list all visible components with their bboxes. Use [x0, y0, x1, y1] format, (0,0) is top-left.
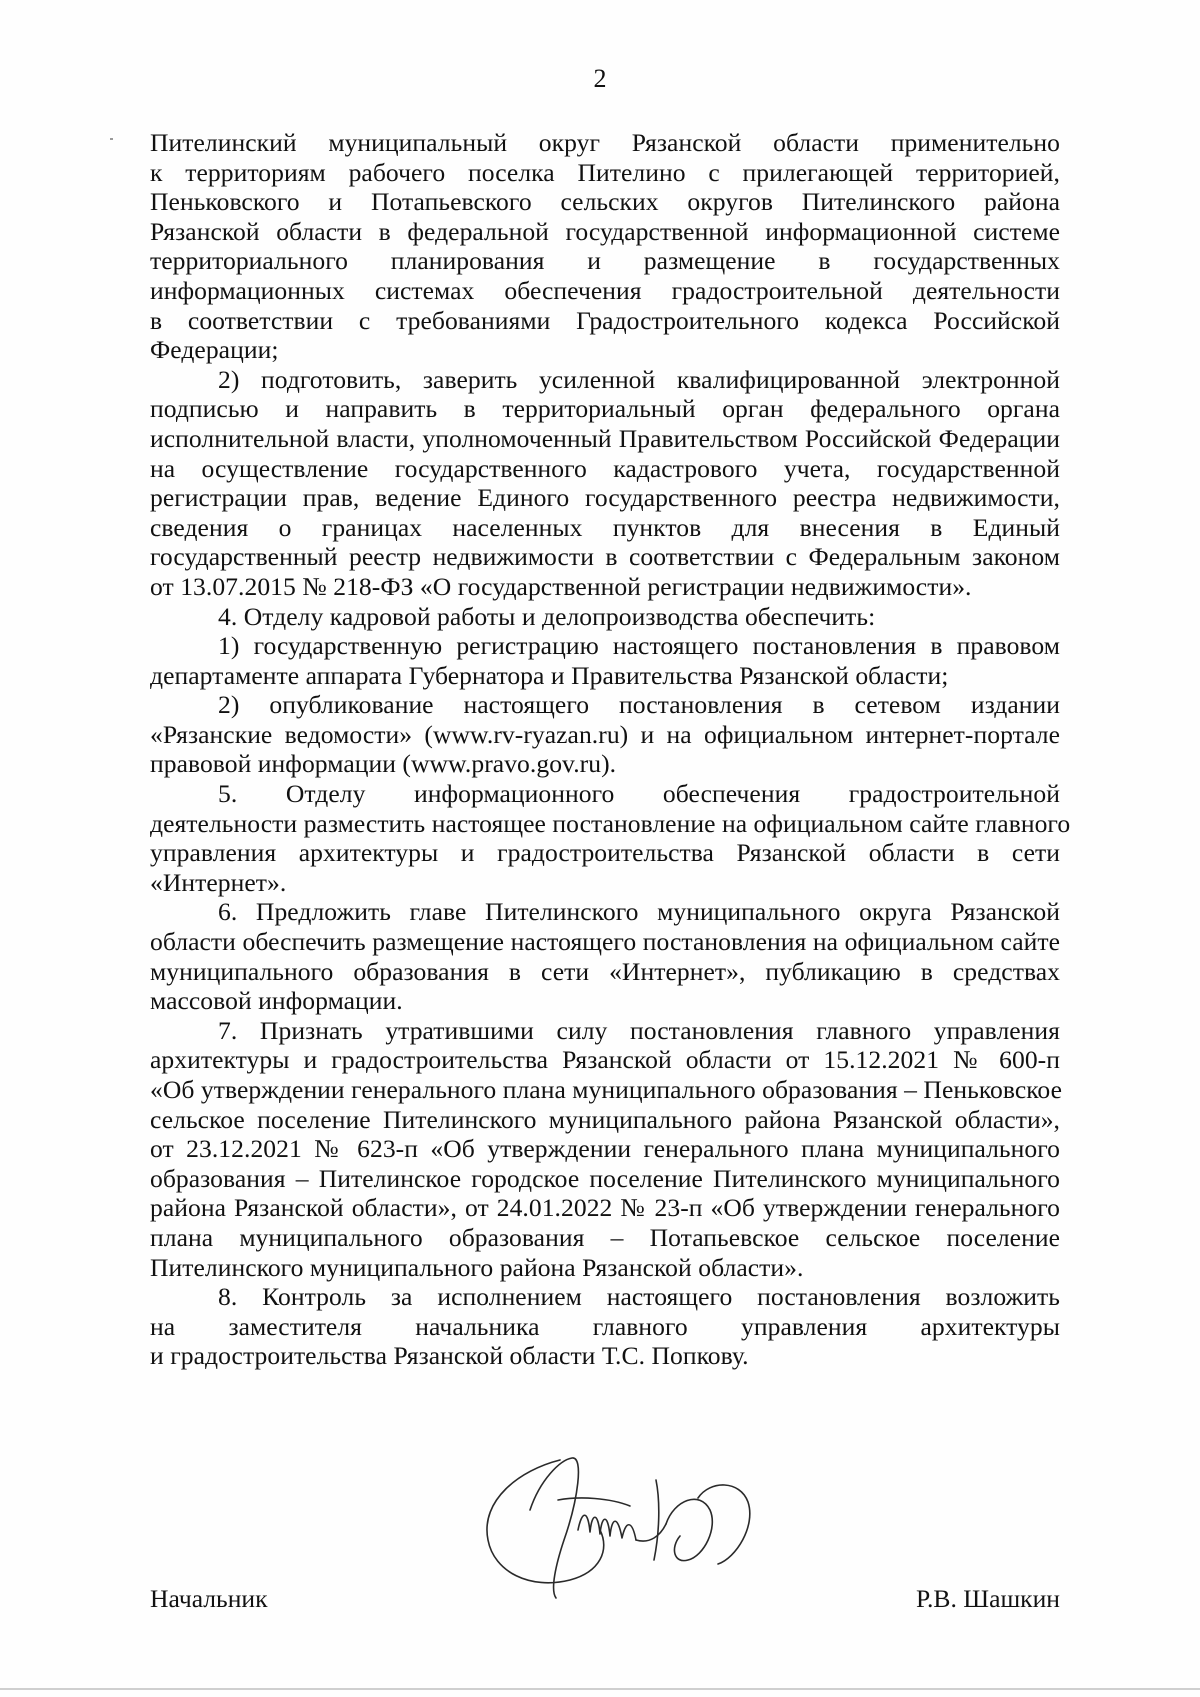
document-body [150, 128, 1071, 1371]
text-line: 4. Отделу кадровой работы и делопроизводства обеспечить: [218, 601, 876, 631]
text-line: 6. Предложить главе Пителинского муниципального округа Рязанской [218, 897, 1060, 927]
text-line: департаменте аппарата Губернатора и Правительства Рязанской области; [150, 660, 949, 690]
text-line: деятельности разместить настоящее постановление на официальном сайте главного [150, 808, 1071, 838]
text-line: на заместителя начальника главного управления архитектуры [150, 1311, 1060, 1341]
text-line: 2) подготовить, заверить усиленной квалифицированной электронной [218, 364, 1060, 394]
bottom-divider [0, 1688, 1200, 1690]
text-line: управления архитектуры и градостроительства Рязанской области в сети [150, 838, 1060, 868]
text-line: информационных системах обеспечения градостроительной деятельности [150, 275, 1060, 305]
text-line: Пеньковского и Потапьевского сельских округов Пителинского района [150, 187, 1060, 217]
text-line: плана муниципального образования – Потапьевское сельское поселение [150, 1222, 1060, 1252]
text-line: на осуществление государственного кадастрового учета, государственной [150, 453, 1060, 483]
text-line: 7. Признать утратившими силу постановления главного управления [218, 1015, 1060, 1045]
signature-block [150, 1584, 1060, 1614]
signatory-name: Р.В. Шашкин [915, 1584, 1060, 1613]
text-line: «Интернет». [150, 867, 287, 897]
text-line: массовой информации. [150, 986, 403, 1016]
text-line: от 13.07.2015 № 218-ФЗ «О государственной регистрации недвижимости». [150, 571, 972, 601]
text-line: сельское поселение Пителинского муниципального района Рязанской области», [150, 1104, 1060, 1134]
text-line: архитектуры и градостроительства Рязанской области от 15.12.2021 № 600-п [150, 1045, 1060, 1075]
page-number: 2 [593, 64, 607, 93]
text-line: 2) опубликование настоящего постановления в сетевом издании [218, 690, 1060, 720]
text-line: 5. Отделу информационного обеспечения градостроительной [218, 779, 1060, 809]
scan-mark [110, 138, 113, 140]
text-line: от 23.12.2021 № 623-п «Об утверждении генерального плана муниципального [150, 1134, 1060, 1164]
text-line: области обеспечить размещение настоящего постановления на официальном сайте [150, 927, 1060, 957]
text-line: «Об утверждении генерального плана муниципального образования – Пеньковское [150, 1075, 1063, 1104]
text-line: и градостроительства Рязанской области Т.С. Попкову. [150, 1341, 749, 1371]
text-line: Федерации; [150, 335, 279, 365]
text-line: района Рязанской области», от 24.01.2022 № 23-п «Об утверждении генерального [150, 1193, 1060, 1223]
text-line: подписью и направить в территориальный орган федерального органа [150, 394, 1060, 424]
signatory-position: Начальник [150, 1584, 268, 1613]
text-line: правовой информации (www.pravo.gov.ru). [150, 749, 617, 779]
text-line: Пителинский муниципальный округ Рязанской области применительно [150, 128, 1060, 157]
text-line: образования – Пителинское городское поселение Пителинского муниципального [150, 1163, 1060, 1193]
text-line: Рязанской области в федеральной государственной информационной системе [150, 216, 1060, 246]
text-line: регистрации прав, ведение Единого государственного реестра недвижимости, [150, 483, 1060, 513]
text-line: территориального планирования и размещение в государственных [150, 246, 1060, 276]
text-line: муниципального образования в сети «Интернет», публикацию в средствах [150, 956, 1060, 986]
text-line: исполнительной власти, уполномоченный Правительством Российской Федерации [150, 423, 1060, 453]
text-line: 8. Контроль за исполнением настоящего постановления возложить [218, 1282, 1060, 1312]
text-line: сведения о границах населенных пунктов для внесения в Единый [150, 512, 1060, 542]
text-line: государственный реестр недвижимости в соответствии с Федеральным законом [150, 542, 1060, 572]
text-line: к территориям рабочего поселка Пителино с прилегающей территорией, [150, 157, 1060, 187]
text-line: в соответствии с требованиями Градостроительного кодекса Российской [150, 305, 1060, 335]
text-line: Пителинского муниципального района Рязанской области». [150, 1252, 804, 1282]
text-line: «Рязанские ведомости» (www.rv-ryazan.ru) и на официальном интернет-портале [150, 719, 1060, 749]
text-line: 1) государственную регистрацию настоящего постановления в правовом [218, 631, 1060, 661]
